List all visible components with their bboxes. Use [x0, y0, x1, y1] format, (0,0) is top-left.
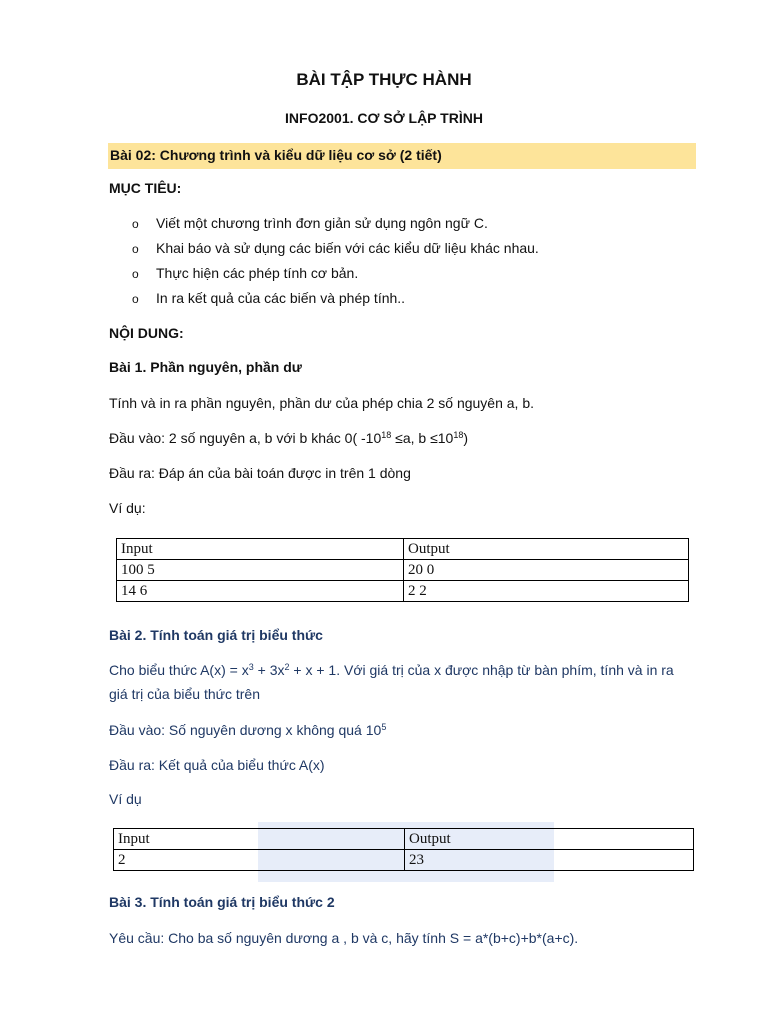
- objective-item: [132, 240, 539, 256]
- table-header-output: Output: [404, 539, 689, 560]
- description-text: + x + 1. Với giá trị của x được nhập từ bàn phím, tính và in ra: [289, 662, 674, 678]
- input-text: Đầu vào: Số nguyên dương x không quá 10: [109, 722, 382, 738]
- table-header-output: Output: [405, 829, 694, 850]
- table-row: [114, 850, 694, 871]
- page-title: BÀI TẬP THỰC HÀNH: [296, 70, 472, 89]
- circle-bullet-icon: o: [132, 292, 139, 306]
- objective-item: [132, 290, 405, 306]
- exercise-2-description-line2: giá trị của biểu thức trên: [109, 686, 261, 702]
- table-row: [117, 560, 689, 581]
- circle-bullet-icon: o: [132, 217, 139, 231]
- exponent: 5: [381, 722, 387, 732]
- content-heading: NỘI DUNG:: [109, 325, 184, 341]
- table-cell: 2 2: [404, 581, 689, 602]
- exercise-2-example-table: [113, 828, 694, 871]
- circle-bullet-icon: o: [132, 242, 139, 256]
- table-cell: 20 0: [404, 560, 689, 581]
- exponent: 18: [381, 430, 392, 440]
- input-text: ): [463, 430, 469, 446]
- exercise-2-example-label: Ví dụ: [109, 791, 142, 807]
- table-header-input: Input: [114, 829, 405, 850]
- exercise-1-input: [109, 430, 468, 446]
- objective-text: In ra kết quả của các biến và phép tính..: [156, 290, 406, 306]
- objective-item: [132, 265, 358, 281]
- exercise-1-heading: Bài 1. Phần nguyên, phần dư: [109, 359, 302, 375]
- exercise-1-output: Đầu ra: Đáp án của bài toán được in trên 1 dòng: [109, 465, 411, 481]
- table-cell: 100 5: [117, 560, 404, 581]
- exercise-1-example-label: Ví dụ:: [109, 500, 146, 516]
- exercise-2-input: [109, 722, 386, 738]
- table-header-input: Input: [117, 539, 404, 560]
- exercise-1-description: Tính và in ra phần nguyên, phần dư của phép chia 2 số nguyên a, b.: [109, 395, 535, 411]
- exponent: 3: [248, 662, 254, 672]
- table-row: [117, 581, 689, 602]
- objective-text: Viết một chương trình đơn giản sử dụng ngôn ngữ C.: [156, 215, 488, 231]
- exponent: 18: [453, 430, 464, 440]
- course-subtitle: INFO2001. CƠ SỞ LẬP TRÌNH: [285, 110, 483, 126]
- exercise-3-description: Yêu cầu: Cho ba số nguyên dương a , b và c, hãy tính S = a*(b+c)+b*(a+c).: [109, 930, 579, 946]
- exercise-3-heading: Bài 3. Tính toán giá trị biểu thức 2: [109, 894, 335, 910]
- description-text: + 3x: [253, 662, 285, 678]
- objective-text: Thực hiện các phép tính cơ bản.: [156, 265, 359, 281]
- input-text: ≤a, b ≤10: [391, 430, 454, 446]
- table-header-row: [114, 829, 694, 850]
- objective-item: [132, 215, 488, 231]
- objective-text: Khai báo và sử dụng các biến với các kiểu dữ liệu khác nhau.: [156, 240, 539, 256]
- table-header-row: [117, 539, 689, 560]
- lesson-heading-bar: [108, 143, 696, 169]
- table-cell: 23: [405, 850, 694, 871]
- input-text: Đầu vào: 2 số nguyên a, b với b khác 0( -10: [109, 430, 382, 446]
- exercise-2-output: Đầu ra: Kết quả của biểu thức A(x): [109, 757, 325, 773]
- exponent: 2: [284, 662, 290, 672]
- objectives-heading: MỤC TIÊU:: [109, 180, 182, 196]
- lesson-heading: Bài 02: Chương trình và kiểu dữ liệu cơ sở (2 tiết): [110, 147, 442, 163]
- exercise-1-example-table: [116, 538, 689, 602]
- exercise-2-heading: Bài 2. Tính toán giá trị biểu thức: [109, 627, 323, 643]
- description-text: Cho biểu thức A(x) = x: [109, 662, 249, 678]
- table-cell: 14 6: [117, 581, 404, 602]
- exercise-2-description: [109, 662, 674, 678]
- circle-bullet-icon: o: [132, 267, 139, 281]
- table-cell: 2: [114, 850, 405, 871]
